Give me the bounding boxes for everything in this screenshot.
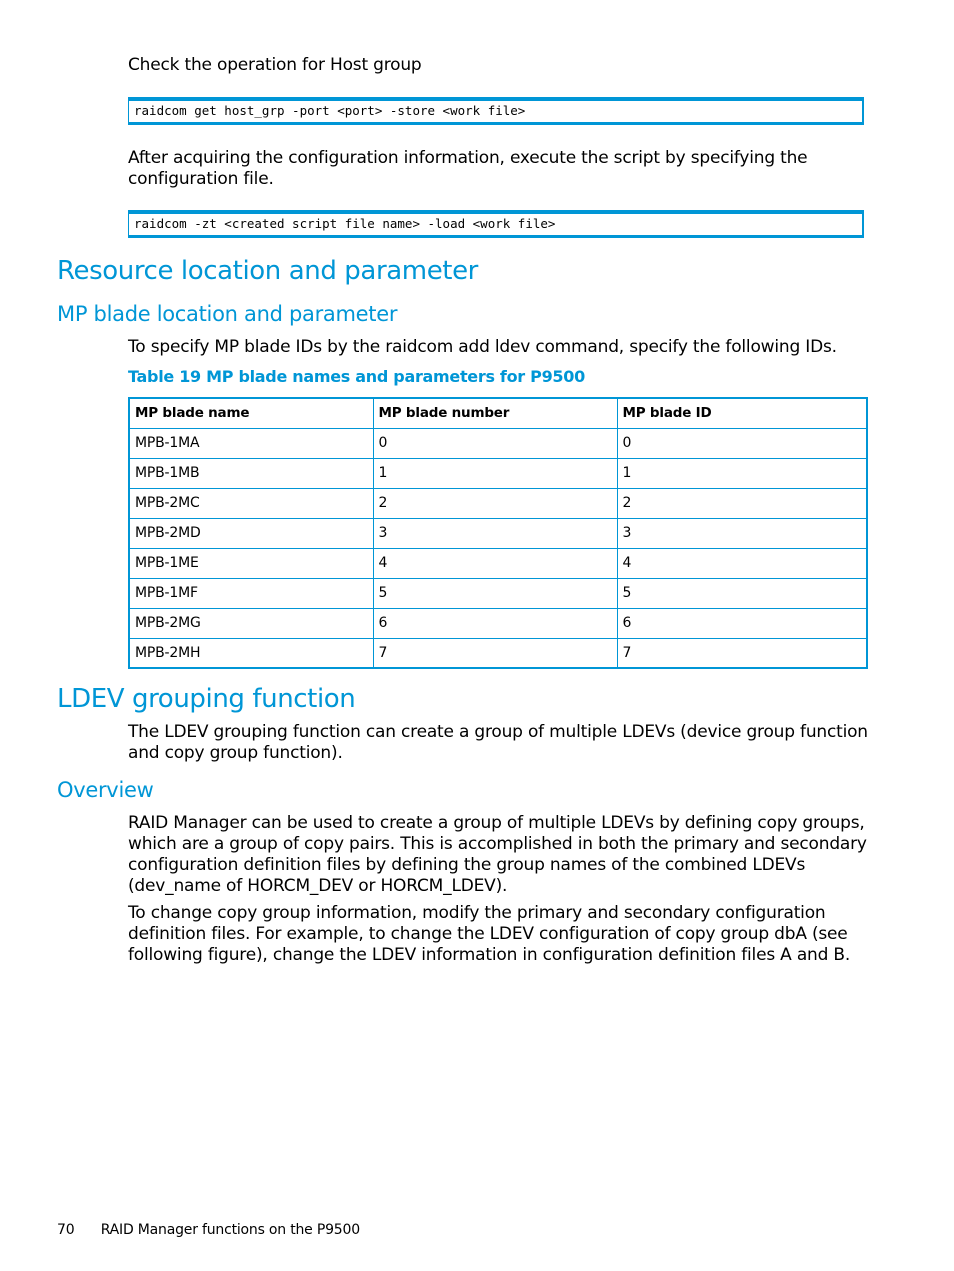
cell-blade-id: 4 xyxy=(617,548,867,578)
cell-blade-id: 3 xyxy=(617,518,867,548)
cell-blade-id: 6 xyxy=(617,608,867,638)
mp-blade-heading: MP blade location and parameter xyxy=(57,302,398,326)
header-mp-blade-number: MP blade number xyxy=(373,398,617,428)
overview-paragraph-2: To change copy group information, modify the primary and secondary configuration definition files. For example, to change the LDEV configuration of copy group dbA (see following figure), change the LDEV information in configuration definition files A and B. xyxy=(128,903,851,965)
cell-blade-number: 0 xyxy=(373,428,617,458)
cell-blade-name: MPB-1MB xyxy=(129,458,373,488)
header-mp-blade-name: MP blade name xyxy=(129,398,373,428)
after-acquiring-text: After acquiring the configuration information, execute the script by specifying the configuration file. xyxy=(128,148,808,189)
header-mp-blade-id: MP blade ID xyxy=(617,398,867,428)
cell-blade-number: 7 xyxy=(373,638,617,668)
table-row xyxy=(129,518,867,548)
cell-blade-number: 4 xyxy=(373,548,617,578)
mp-blade-table xyxy=(128,397,868,669)
cell-blade-name: MPB-1MF xyxy=(129,578,373,608)
ldev-grouping-text: The LDEV grouping function can create a group of multiple LDEVs (device group function and copy group function). xyxy=(128,722,868,763)
overview-heading: Overview xyxy=(57,778,154,802)
cell-blade-id: 5 xyxy=(617,578,867,608)
cell-blade-name: MPB-2MG xyxy=(129,608,373,638)
resource-location-heading: Resource location and parameter xyxy=(57,256,478,286)
cell-blade-number: 6 xyxy=(373,608,617,638)
cell-blade-id: 2 xyxy=(617,488,867,518)
cell-blade-number: 1 xyxy=(373,458,617,488)
cell-blade-name: MPB-1MA xyxy=(129,428,373,458)
cell-blade-name: MPB-2MH xyxy=(129,638,373,668)
table-row xyxy=(129,488,867,518)
host-group-text: Check the operation for Host group xyxy=(128,55,422,75)
code-block-load-script: raidcom -zt <created script file name> -load <work file> xyxy=(128,210,864,238)
footer-title: RAID Manager functions on the P9500 xyxy=(100,1222,360,1238)
cell-blade-id: 7 xyxy=(617,638,867,668)
cell-blade-name: MPB-2MD xyxy=(129,518,373,548)
overview-paragraph-1: RAID Manager can be used to create a group of multiple LDEVs by defining copy groups, which are a group of copy pairs. This is accomplished in both the primary and secondary configuration definition files by defining the group names of the combined LDEVs (dev_name of HORCM_DEV or HORCM_LDEV). xyxy=(128,813,867,896)
table-caption: Table 19 MP blade names and parameters for P9500 xyxy=(128,367,585,386)
table-row xyxy=(129,548,867,578)
table-row xyxy=(129,608,867,638)
table-row xyxy=(129,638,867,668)
cell-blade-name: MPB-1ME xyxy=(129,548,373,578)
cell-blade-number: 3 xyxy=(373,518,617,548)
ldev-grouping-heading: LDEV grouping function xyxy=(57,684,356,714)
cell-blade-id: 0 xyxy=(617,428,867,458)
mp-blade-text: To specify MP blade IDs by the raidcom add ldev command, specify the following IDs. xyxy=(128,337,837,357)
cell-blade-number: 2 xyxy=(373,488,617,518)
cell-blade-name: MPB-2MC xyxy=(129,488,373,518)
table-header-row xyxy=(129,398,867,428)
page-footer xyxy=(57,1222,360,1238)
table-row xyxy=(129,428,867,458)
page-number: 70 xyxy=(57,1222,75,1238)
cell-blade-id: 1 xyxy=(617,458,867,488)
table-row xyxy=(129,578,867,608)
code-block-get-host-grp: raidcom get host_grp -port <port> -store <work file> xyxy=(128,97,864,125)
cell-blade-number: 5 xyxy=(373,578,617,608)
table-row xyxy=(129,458,867,488)
